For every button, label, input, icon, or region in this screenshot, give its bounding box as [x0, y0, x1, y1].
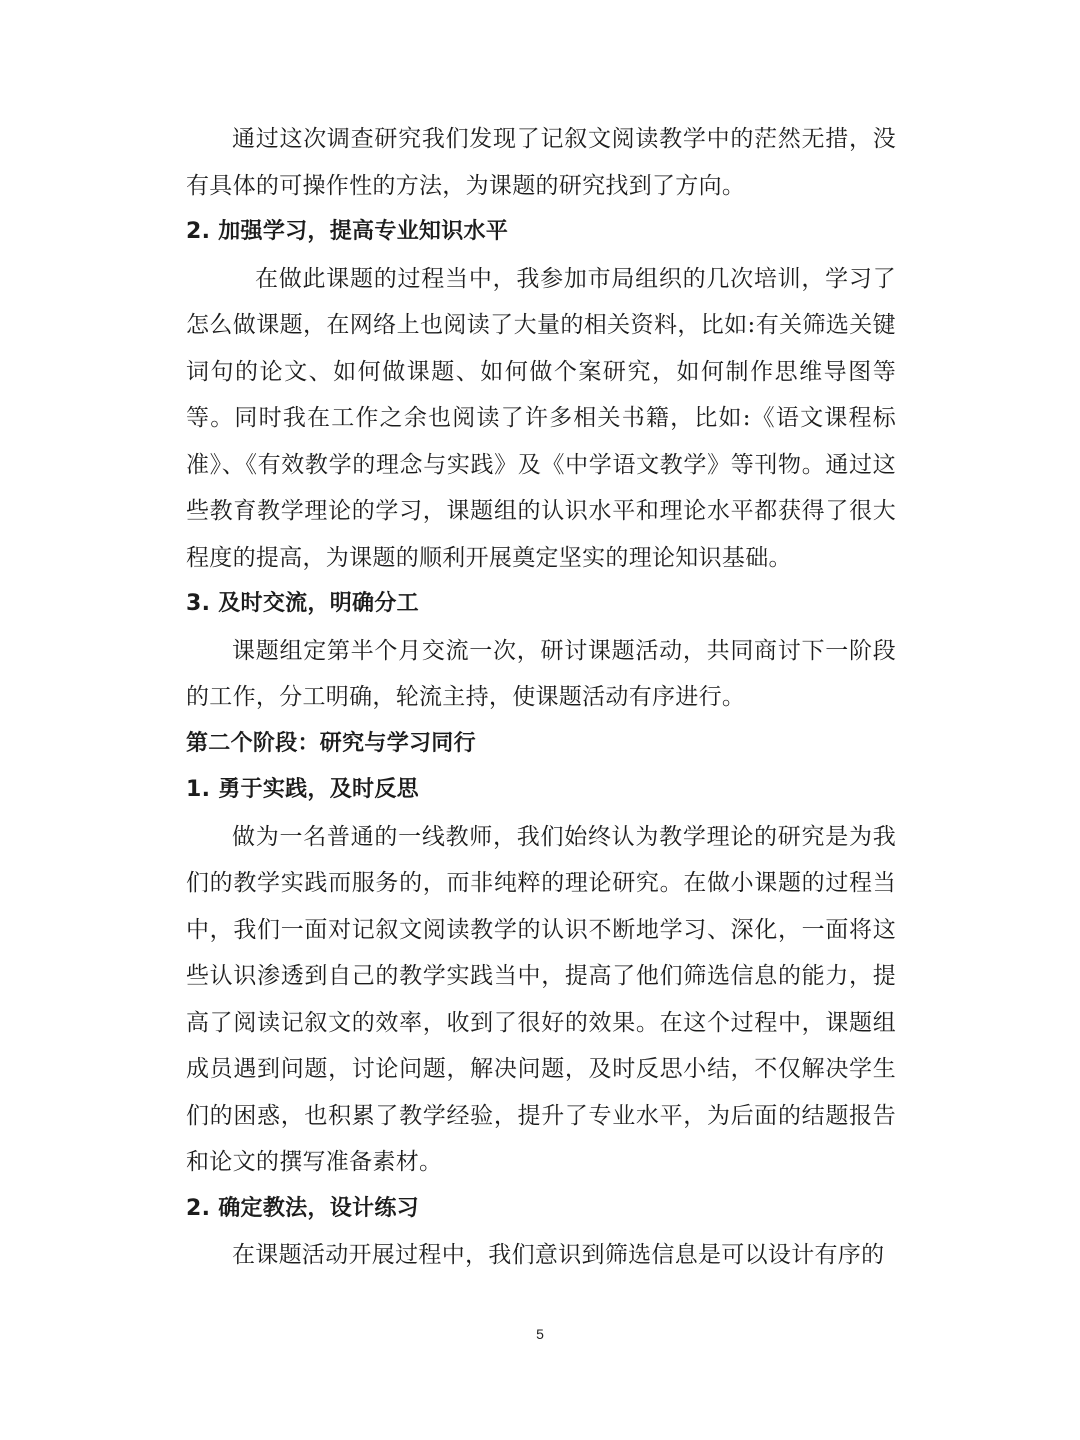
section-heading: 2. 加强学习，提高专业知识水平	[186, 219, 509, 244]
document-body	[186, 116, 896, 1279]
section-heading: 3. 及时交流，明确分工	[186, 591, 419, 616]
section-heading: 2. 确定教法，设计练习	[186, 1195, 419, 1221]
paragraph: 通过这次调查研究我们发现了记叙文阅读教学中的茫然无措，没有具体的可操作性的方法，为课题的研究找到了方向。	[186, 126, 896, 199]
paragraph: 在做此课题的过程当中，我参加市局组织的几次培训，学习了怎么做课题，在网络上也阅读了大量的相关资料，比如:有关筛选关键词句的论文、如何做课题、如何做个案研究，如何制作思维导图等等。同时我在工作之余也阅读了许多相关书籍，比如:《语文课程标准》、《有效教学的理念与实践》及《中学语文教学》等刊物。通过这些教育教学理论的学习，课题组的认识水平和理论水平都获得了很大程度的提高，为课题的顺利开展奠定坚实的理论知识基础。	[186, 265, 896, 571]
paragraph: 在课题活动开展过程中，我们意识到筛选信息是可以设计有序的	[232, 1242, 885, 1268]
section-heading: 1. 勇于实践，及时反思	[186, 777, 419, 802]
paragraph: 课题组定第半个月交流一次，研讨课题活动，共同商讨下一阶段的工作，分工明确，轮流主持，使课题活动有序进行。	[186, 637, 896, 710]
page-number: 5	[536, 1326, 544, 1342]
paragraph: 做为一名普通的一线教师，我们始终认为教学理论的研究是为我们的教学实践而服务的，而非纯粹的理论研究。在做小课题的过程当中，我们一面对记叙文阅读教学的认识不断地学习、深化，一面将这些认识渗透到自己的教学实践当中，提高了他们筛选信息的能力，提高了阅读记叙文的效率，收到了很好的效果。在这个过程中，课题组成员遇到问题，讨论问题，解决问题，及时反思小结，不仅解决学生们的困惑，也积累了教学经验，提升了专业水平，为后面的结题报告和论文的撰写准备素材。	[186, 823, 896, 1175]
stage-heading: 第二个阶段：研究与学习同行	[186, 730, 476, 756]
